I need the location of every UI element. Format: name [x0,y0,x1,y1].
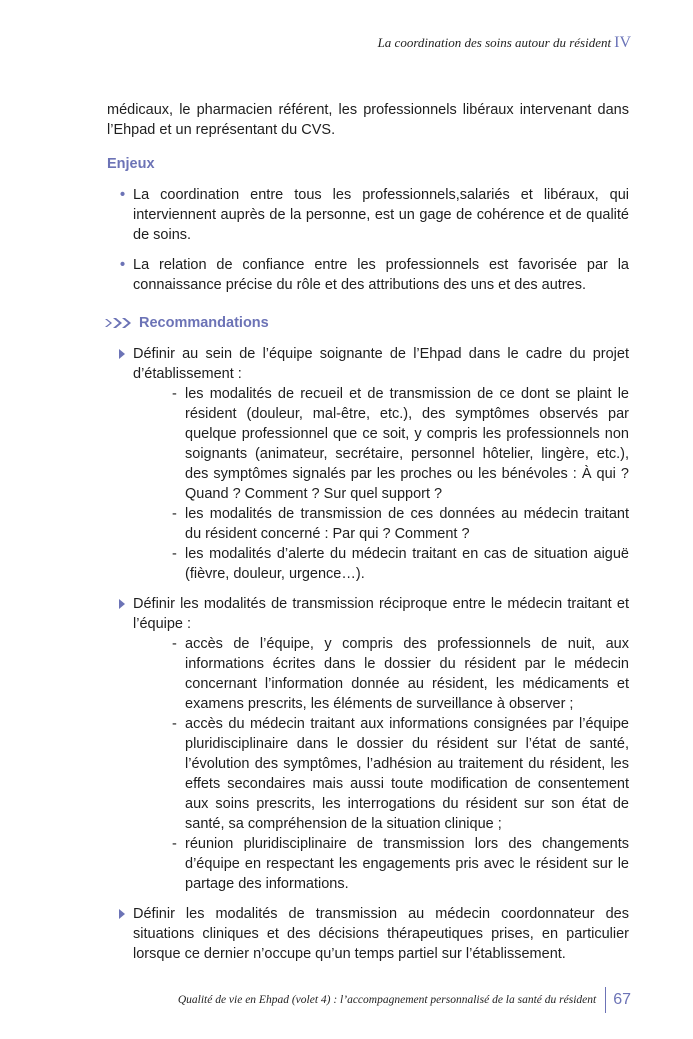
sub-item [159,504,629,544]
sub-item-text: les modalités de recueil et de transmission de ce dont se plaint le résident (douleur, mal-être, etc.), des symptômes observés par quelque professionnel que ce soit, y compris les professionnels non soignants (animateur, secrétaire, personnel hôtelier, lingère, etc.), des symptômes signalés par les proches ou les bénévoles : À qui ? Quand ? Comment ? Sur quel support ? [185,386,629,502]
sub-item [159,634,629,714]
recommandation-text: Définir les modalités de transmission réciproque entre le médecin traitant et l’équipe : [133,596,629,632]
enjeux-list [107,185,629,295]
dash-icon: - [172,506,177,522]
sub-item [159,834,629,894]
recommandation-sublist [133,384,629,584]
publication-title: Qualité de vie en Ehpad (volet 4) : l’accompagnement personnalisé de la santé du résident [177,994,597,1006]
enjeux-heading: Enjeux [107,156,155,172]
running-title: La coordination des soins autour du résident [377,35,612,50]
triple-chevron-icon [105,317,133,329]
recommandations-title: Recommandations [139,315,269,331]
recommandation-sublist [133,634,629,894]
intro-paragraph: médicaux, le pharmacien référent, les professionnels libéraux intervenant dans l’Ehpad et un représentant du CVS. [107,102,629,138]
sub-item-text: accès du médecin traitant aux informations consignées par l’équipe pluridisciplinaire dans le dossier du résident sur l’état de santé, l’évolution des symptômes, l’adhésion au traitement du résident, les effets secondaires mais aussi toute modification de consentement aux soins prescrits, les interrogations du résident sur son état de santé, sa compréhension de la situation clinique ; [185,716,629,832]
recommandation-item [107,904,629,964]
triangle-right-icon [119,349,125,359]
enjeux-item-text: La coordination entre tous les professionnels,salariés et libéraux, qui interviennent auprès de la personne, est un gage de cohérence et de qualité de soins. [133,187,629,243]
sub-item [159,544,629,584]
sub-item [159,384,629,504]
dash-icon: - [172,546,177,562]
chapter-number: IV [614,34,631,51]
sub-item-text: réunion pluridisciplinaire de transmission lors des changements d’équipe en respectant les engagements pris avec le résident sur le partage des informations. [185,836,629,892]
dash-icon: - [172,836,177,852]
sub-item-text: les modalités d’alerte du médecin traitant en cas de situation aiguë (fièvre, douleur, urgence…). [185,546,629,582]
page-footer [178,987,631,1013]
bullet-dot-icon: • [120,187,126,203]
dash-icon: - [172,636,177,652]
recommandation-text: Définir au sein de l’équipe soignante de l’Ehpad dans le cadre du projet d’établissement : [133,346,629,382]
dash-icon: - [172,386,177,402]
recommandations-list [107,344,629,964]
bullet-dot-icon: • [120,257,126,273]
recommandations-heading [105,313,629,333]
recommandation-item [107,344,629,584]
page-body [107,100,629,974]
recommandation-item [107,594,629,894]
enjeux-item [107,255,629,295]
enjeux-item-text: La relation de confiance entre les professionnels est favorisée par la connaissance précise du rôle et des attributions des uns et des autres. [133,257,629,293]
running-header [378,34,631,52]
footer-divider [605,987,606,1013]
enjeux-item [107,185,629,245]
triangle-right-icon [119,599,125,609]
sub-item-text: accès de l’équipe, y compris des professionnels de nuit, aux informations écrites dans le dossier du résident par le médecin concernant l’information donnée au résident, les médicaments et examens prescrits, les éléments de surveillance à observer ; [185,636,629,712]
dash-icon: - [172,716,177,732]
triangle-right-icon [119,909,125,919]
recommandation-text: Définir les modalités de transmission au médecin coordonnateur des situations cliniques et des décisions thérapeutiques prises, en particulier lorsque ce dernier n’occupe qu’un temps partiel sur l’établissement. [133,906,629,962]
sub-item-text: les modalités de transmission de ces données au médecin traitant du résident concerné : Par qui ? Comment ? [185,506,629,542]
page-number: 67 [613,991,631,1008]
sub-item [159,714,629,834]
